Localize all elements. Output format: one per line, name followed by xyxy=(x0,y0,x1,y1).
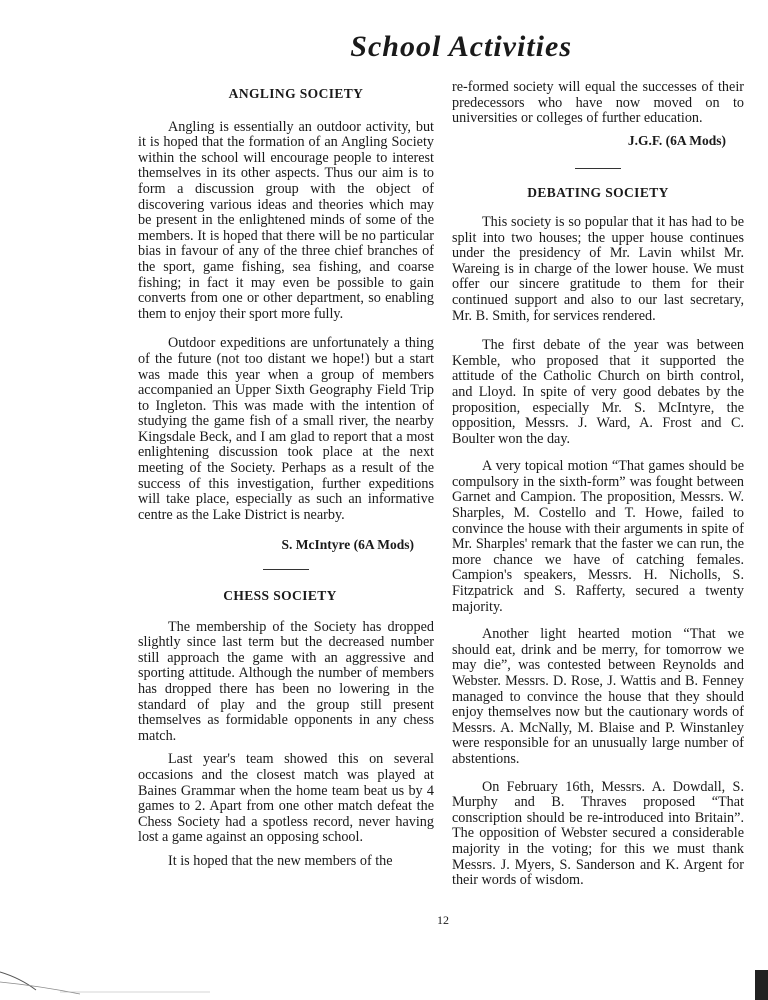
angling-signature: S. McIntyre (6A Mods) xyxy=(281,537,414,553)
debating-society-section xyxy=(452,185,744,888)
chess-continuation: re-formed society will equal the successes of their predecessors who have now moved on to universities or colleges of further education. xyxy=(452,79,744,127)
angling-paragraph-1: Angling is essentially an outdoor activity, but it is hoped that the formation of an Angling Society within the school will encourage people to interest themselves in its other aspects. Thus our aim is to form a discussion group with the object of discovering various ideas and theories which may be present in the enlightened minds of some of the members. It is hoped that there will be no particular bias in favour of any of the three chief branches of the sport, game fishing, sea fishing, and coarse fishing; in fact it may even be possible to gain converts from one or other department, so enabling them to enjoy their sport more fully. xyxy=(138,118,434,322)
debating-paragraph-3: A very topical motion “That games should be compulsory in the sixth-form” was fought between Garnet and Campion. The proposition, Messrs. W. Sharples, M. Costello and T. Howe, failed to convince the house with their arguments in spite of Mr. Sharples' remark that the faster we can run, the more chance we have of catching females. Campion's speakers, Messrs. H. Nicholls, S. Fitzpatrick and S. Rafferty, secured a twenty majority. xyxy=(452,458,744,615)
angling-divider xyxy=(263,569,309,570)
right-column xyxy=(452,80,744,889)
left-column xyxy=(138,86,434,870)
page-title: School Activities xyxy=(350,30,572,63)
scan-edge-artifact xyxy=(0,920,768,1000)
chess-signature: J.G.F. (6A Mods) xyxy=(627,132,726,148)
debating-paragraph-1: This society is so popular that it has had to be split into two houses; the upper house continues under the presidency of Mr. Lavin whilst Mr. Wareing is in charge of the lower house. We must offer our sincere gratitude to them for their continued support and also to our last secretary, Mr. B. Smith, for services rendered. xyxy=(452,213,744,324)
angling-society-heading: ANGLING SOCIETY xyxy=(228,86,364,101)
chess-society-section xyxy=(138,588,434,870)
page-number: 12 xyxy=(437,913,449,927)
debating-society-heading: DEBATING SOCIETY xyxy=(527,185,669,201)
chess-divider xyxy=(575,168,621,169)
debating-paragraph-2: The first debate of the year was between Kemble, who proposed that it supported the attitude of the Catholic Church on birth control, and Lloyd. In spite of very good debates by the proposition, especially Mr. S. McIntyre, the opposition, Messrs. J. Ward, A. Frost and C. Boulter won the day. xyxy=(452,337,744,447)
debating-paragraph-5: On February 16th, Messrs. A. Dowdall, S. Murphy and B. Thraves proposed “That conscription should be re-introduced into Britain”. The opposition of Webster secured a considerable majority in the voting; for this we must thank Messrs. J. Myers, S. Sanderson and K. Argent for their words of wisdom. xyxy=(452,778,744,889)
angling-paragraph-2: Outdoor expeditions are unfortunately a thing of the future (not too distant we hope!) but a start was made this year when a group of members accompanied an Upper Sixth Geography Field Trip to Ingleton. This was made with the intention of studying the game fish of a small river, the nearby Kingsdale Beck, and I am glad to report that a most enlightening discussion took place at the next meeting of the Society. Perhaps as a result of the success of this investigation, further expeditions will take place, especially as such an informative centre as the Lake District is nearby. xyxy=(138,335,434,523)
chess-paragraph-1: The membership of the Society has dropped slightly since last term but the decreased number still approach the game with an aggressive and sporting attitude. Although the number of members has dropped there has been no lowering in the standard of play and the group still present themselves as formidable opponents in any chess match. xyxy=(138,618,434,744)
chess-paragraph-3: It is hoped that the new members of the xyxy=(168,852,393,869)
debating-paragraph-4: Another light hearted motion “That we should eat, drink and be merry, for tomorrow we may die”, was contested between Reynolds and Webster. Messrs. D. Rose, J. Wattis and B. Fenney managed to convince the house that they should enjoy themselves now but the cautionary words of Messrs. A. McNally, M. Blaise and P. Winstanley were responsible for an unusually large number of abstentions. xyxy=(452,626,744,767)
chess-society-heading: CHESS SOCIETY xyxy=(223,588,337,604)
chess-paragraph-2: Last year's team showed this on several occasions and the closest match was played at Baines Grammar when the home team beat us by 4 games to 2. Apart from one other match defeat the Chess Society had a spotless record, never having lost a game against an opposing school. xyxy=(138,751,434,846)
angling-society-section xyxy=(138,86,434,570)
chess-continuation-section xyxy=(452,80,744,169)
